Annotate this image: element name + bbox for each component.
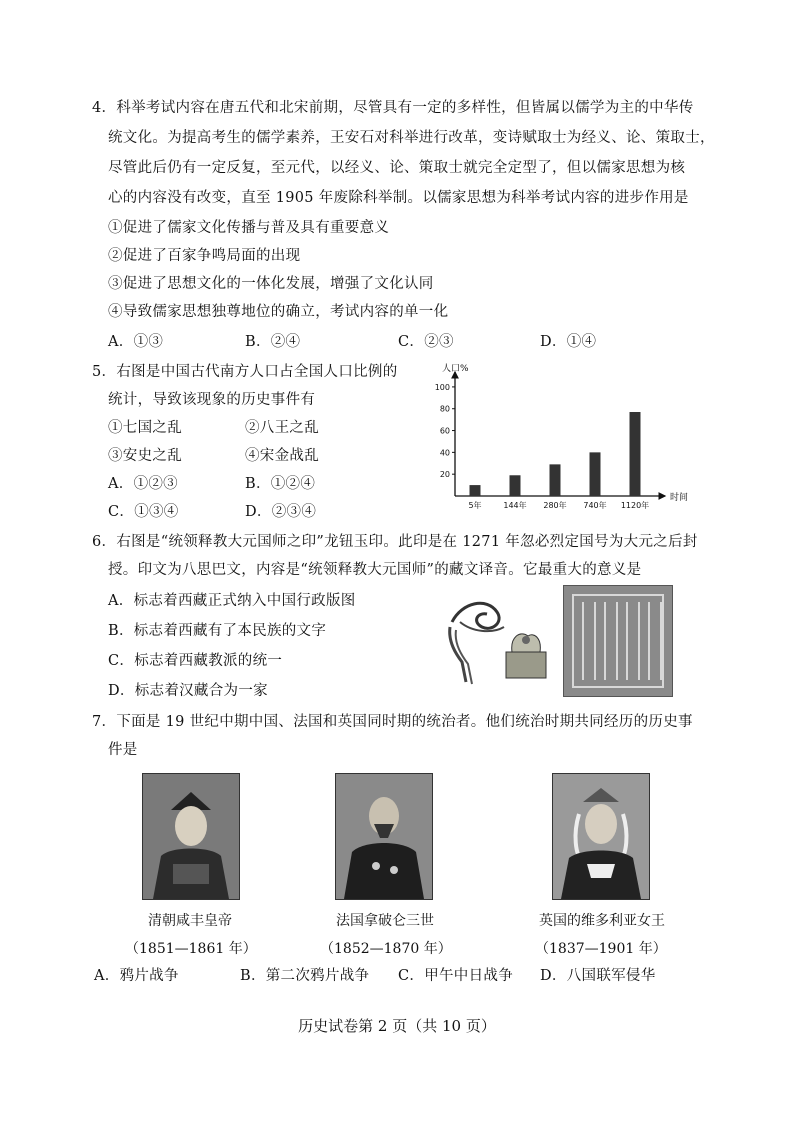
q5-line-1: 5．右图是中国古代南方人口占全国人口比例的 bbox=[92, 364, 398, 380]
page-footer: 历史试卷第 2 页（共 10 页） bbox=[298, 1017, 496, 1035]
q5-option-b: B．①②④ bbox=[245, 476, 316, 492]
portrait-2-name: 法国拿破仑三世 bbox=[336, 913, 434, 929]
q6-option-b: B．标志着西藏有了本民族的文字 bbox=[108, 623, 327, 639]
y-tick-label: 20 bbox=[439, 470, 450, 480]
q7-line-1: 7．下面是 19 世纪中期中国、法国和英国同时期的统治者。他们统治时期共同经历的历史事 bbox=[92, 714, 693, 730]
portrait-2-years: （1852—1870 年） bbox=[320, 941, 452, 957]
q5-option-d: D．②③④ bbox=[245, 504, 317, 520]
xianfeng-emperor-portrait bbox=[142, 773, 240, 900]
y-tick-label: 60 bbox=[439, 426, 450, 436]
q5-option-a: A．①②③ bbox=[108, 476, 178, 492]
bar-1 bbox=[510, 475, 521, 496]
q4-item-3: ③促进了思想文化的一体化发展，增强了文化认同 bbox=[108, 276, 434, 292]
q7-option-a: A．鸦片战争 bbox=[94, 968, 179, 984]
x-tick-label: 280年 bbox=[543, 501, 567, 510]
q4-line-1: 4．科举考试内容在唐五代和北宋前期，尽管具有一定的多样性，但皆属以儒学为主的中华传 bbox=[92, 100, 694, 116]
x-tick-label: 1120年 bbox=[620, 501, 650, 510]
q7-option-c: C．甲午中日战争 bbox=[398, 968, 513, 984]
portrait-1-years: （1851—1861 年） bbox=[125, 941, 257, 957]
portrait-3-years: （1837—1901 年） bbox=[535, 941, 667, 957]
q4-item-1: ①促进了儒家文化传播与普及具有重要意义 bbox=[108, 220, 390, 236]
q4-item-2: ②促进了百家争鸣局面的出现 bbox=[108, 248, 301, 264]
bar-4 bbox=[630, 412, 641, 496]
q6-line-1: 6．右图是“统领释教大元国师之印”龙钮玉印。此印是在 1271 年忽必烈定国号为大元之后封 bbox=[92, 534, 698, 550]
q5-item-4: ④宋金战乱 bbox=[245, 448, 319, 464]
q7-option-b: B．第二次鸦片战争 bbox=[240, 968, 370, 984]
q7-option-d: D．八国联军侵华 bbox=[540, 968, 656, 984]
y-tick-label: 80 bbox=[439, 404, 450, 414]
q7-line-2: 件是 bbox=[108, 742, 138, 758]
q5-item-2: ②八王之乱 bbox=[245, 420, 319, 436]
q4-option-d: D．①④ bbox=[540, 334, 597, 350]
q4-line-2: 统文化。为提高考生的儒学素养，王安石对科举进行改革，变诗赋取士为经义、论、策取士， bbox=[108, 130, 715, 146]
y-tick-label: 40 bbox=[439, 448, 450, 458]
seal-imprint-image bbox=[563, 585, 673, 697]
y-tick-label: 100 bbox=[434, 382, 450, 392]
q4-option-a: A．①③ bbox=[108, 334, 164, 350]
q4-item-4: ④导致儒家思想独尊地位的确立，考试内容的单一化 bbox=[108, 304, 449, 320]
portrait-1-name: 清朝咸丰皇帝 bbox=[148, 913, 232, 929]
bar-3 bbox=[590, 452, 601, 496]
q5-item-3: ③安史之乱 bbox=[108, 448, 182, 464]
q4-line-4: 心的内容没有改变，直至 1905 年废除科举制。以儒家思想为科举考试内容的进步作用是 bbox=[108, 190, 689, 206]
q5-item-1: ①七国之乱 bbox=[108, 420, 182, 436]
q5-line-2: 统计，导致该现象的历史事件有 bbox=[108, 392, 316, 408]
bar-2 bbox=[550, 464, 561, 496]
population-bar-chart bbox=[420, 360, 720, 520]
q5-option-c: C．①③④ bbox=[108, 504, 179, 520]
queen-victoria-portrait bbox=[552, 773, 650, 900]
x-axis-label: 时间 bbox=[670, 493, 689, 503]
y-axis-label: 人口% bbox=[442, 364, 469, 374]
q4-option-b: B．②④ bbox=[245, 334, 301, 350]
x-tick-label: 740年 bbox=[583, 501, 607, 510]
jade-seal-photo bbox=[442, 592, 560, 688]
x-tick-label: 5年 bbox=[468, 501, 482, 510]
x-tick-label: 144年 bbox=[503, 501, 527, 510]
bar-0 bbox=[470, 485, 481, 496]
q6-option-a: A．标志着西藏正式纳入中国行政版图 bbox=[108, 593, 356, 609]
q6-option-d: D．标志着汉藏合为一家 bbox=[108, 683, 268, 699]
portrait-3-name: 英国的维多利亚女王 bbox=[539, 913, 665, 929]
q4-option-c: C．②③ bbox=[398, 334, 454, 350]
q6-option-c: C．标志着西藏教派的统一 bbox=[108, 653, 283, 669]
q4-line-3: 尽管此后仍有一定反复，至元代，以经义、论、策取士就完全定型了，但以儒家思想为核 bbox=[108, 160, 686, 176]
napoleon-iii-portrait bbox=[335, 773, 433, 900]
q6-line-2: 授。印文为八思巴文，内容是“统领释教大元国师”的藏文译音。它最重大的意义是 bbox=[108, 562, 642, 578]
